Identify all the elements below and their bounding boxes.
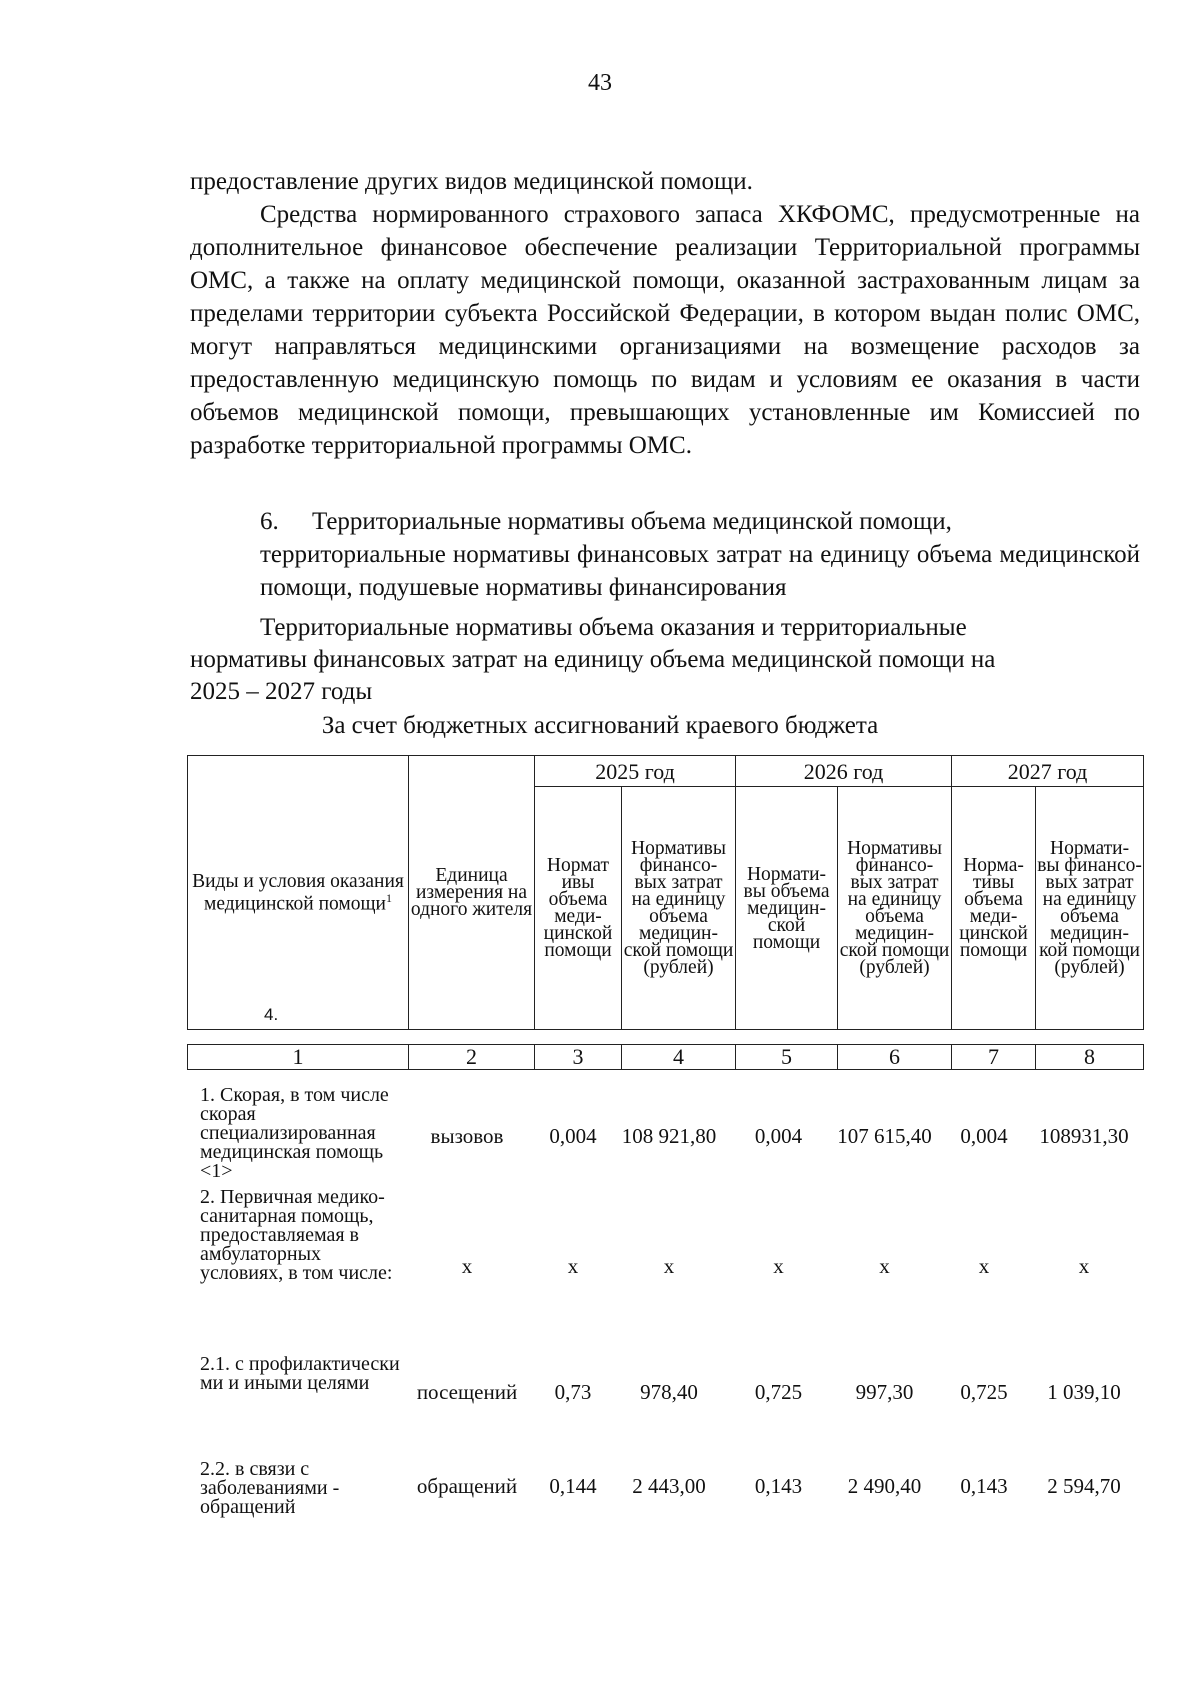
column-number: 8 xyxy=(1036,1045,1144,1070)
table-header xyxy=(187,755,1144,1030)
header-volume-2025: Нормат ивы объема меди- цинской помощи xyxy=(535,787,622,1030)
table-subtitle: За счет бюджетных ассигнований краевого бюджета xyxy=(321,712,879,739)
body-text xyxy=(190,165,1140,462)
table-title-line: нормативы финансовых затрат на единицу объема медицинской помощи на xyxy=(190,646,996,673)
footnote-mark: 1 xyxy=(385,890,392,905)
cost-2027: 108931,30 xyxy=(1039,1124,1129,1148)
cost-2025: 2 443,00 xyxy=(632,1474,706,1498)
cost-2026: 997,30 xyxy=(855,1380,914,1404)
column-numbers-row xyxy=(187,1044,1144,1070)
row-name: 2.1. с профилактически ми и иными целями xyxy=(200,1353,400,1394)
column-number: 5 xyxy=(736,1045,838,1070)
column-number: 1 xyxy=(188,1045,409,1070)
page-number: 43 xyxy=(588,70,612,96)
cost-2025: 108 921,80 xyxy=(621,1124,717,1148)
volume-2025: 0,004 xyxy=(549,1124,597,1148)
section-title-rest: территориальные нормативы финансовых затрат на единицу объема медицинской помощи, подушевые нормативы финансирования xyxy=(260,541,1140,601)
cost-2027: x xyxy=(1078,1254,1090,1278)
cost-2027: 1 039,10 xyxy=(1047,1380,1121,1404)
row-name: 2.2. в связи с заболеваниями - обращений xyxy=(200,1458,340,1518)
header-cost-2025: Нормативы финансо- вых затрат на единицу объема медицин- ской помощи (рублей) xyxy=(622,787,736,1030)
table-title-line: Территориальные нормативы объема оказания и территориальные xyxy=(260,614,967,641)
row-unit: x xyxy=(461,1254,473,1278)
column-number: 6 xyxy=(838,1045,952,1070)
paragraph: предоставление других видов медицинской помощи. xyxy=(190,168,753,195)
column-number: 4 xyxy=(622,1045,736,1070)
table-title xyxy=(190,612,1140,708)
header-volume-2027: Норма- тивы объема меди- цинской помощи xyxy=(952,787,1036,1030)
volume-2027: 0,004 xyxy=(960,1124,1008,1148)
header-cost-2027: Нормати- вы финансо- вых затрат на единицу объема медицин- кой помощи (рублей) xyxy=(1036,787,1144,1030)
section-title-line1: Территориальные нормативы объема медицинской помощи, xyxy=(312,508,952,535)
column-number: 2 xyxy=(409,1045,535,1070)
cost-2026: 2 490,40 xyxy=(847,1474,922,1498)
stray-marker: 4. xyxy=(264,1005,279,1024)
row-unit: вызовов xyxy=(430,1124,504,1148)
cost-2026: x xyxy=(879,1254,890,1278)
header-year-2027: 2027 год xyxy=(952,756,1144,787)
volume-2025: x xyxy=(567,1254,579,1278)
cost-2026: 107 615,40 xyxy=(837,1124,932,1148)
header-kind xyxy=(188,756,409,1030)
volume-2026: 0,143 xyxy=(754,1474,803,1498)
volume-2027: 0,143 xyxy=(960,1474,1008,1498)
section-heading xyxy=(190,505,1140,604)
header-kind-label: Виды и условия оказания медицинской помощи xyxy=(192,870,404,915)
row-unit: посещений xyxy=(416,1380,518,1404)
volume-2027: 0,725 xyxy=(960,1380,1008,1404)
column-number: 7 xyxy=(952,1045,1036,1070)
volume-2025: 0,144 xyxy=(549,1474,597,1498)
header-unit: Единица измерения на одного жителя xyxy=(409,756,535,1030)
header-year-2025: 2025 год xyxy=(535,756,736,787)
volume-2025: 0,73 xyxy=(554,1380,592,1404)
volume-2026: 0,004 xyxy=(754,1124,803,1148)
column-number: 3 xyxy=(535,1045,622,1070)
row-name: 1. Скорая, в том числе скорая специализированная медицинская помощь <1> xyxy=(200,1084,389,1182)
section-number: 6. xyxy=(260,508,279,535)
row-unit: обращений xyxy=(416,1474,518,1498)
table-title-line: 2025 – 2027 годы xyxy=(190,678,373,705)
header-volume-2026: Нормати- вы объема медицин- ской помощи xyxy=(736,787,838,1030)
cost-2025: x xyxy=(663,1254,675,1278)
volume-2026: x xyxy=(773,1254,784,1278)
row-name: 2. Первичная медико-санитарная помощь, предоставляемая в амбулаторных условиях, в том числе: xyxy=(200,1186,393,1284)
header-cost-2026: Нормативы финансо- вых затрат на единицу объема медицин- ской помощи (рублей) xyxy=(838,787,952,1030)
cost-2025: 978,40 xyxy=(640,1380,698,1404)
volume-2026: 0,725 xyxy=(754,1380,803,1404)
cost-2027: 2 594,70 xyxy=(1047,1474,1121,1498)
volume-2027: x xyxy=(978,1254,990,1278)
header-year-2026: 2026 год xyxy=(736,756,952,787)
paragraph: Средства нормированного страхового запаса ХКФОМС, предусмотренные на дополнительное финансовое обеспечение реализации Территориальной программы ОМС, а также на оплату медицинской помощи, оказанной застрахованным лицам за пределами территории субъекта Российской Федерации, в котором выдан полис ОМС, могут направляться медицинскими организациями на возмещение расходов за предоставленную медицинскую помощь по видам и условиям ее оказания в части объемов медицинской помощи, превышающих установленные им Комиссией по разработке территориальной программы ОМС. xyxy=(190,201,1140,459)
